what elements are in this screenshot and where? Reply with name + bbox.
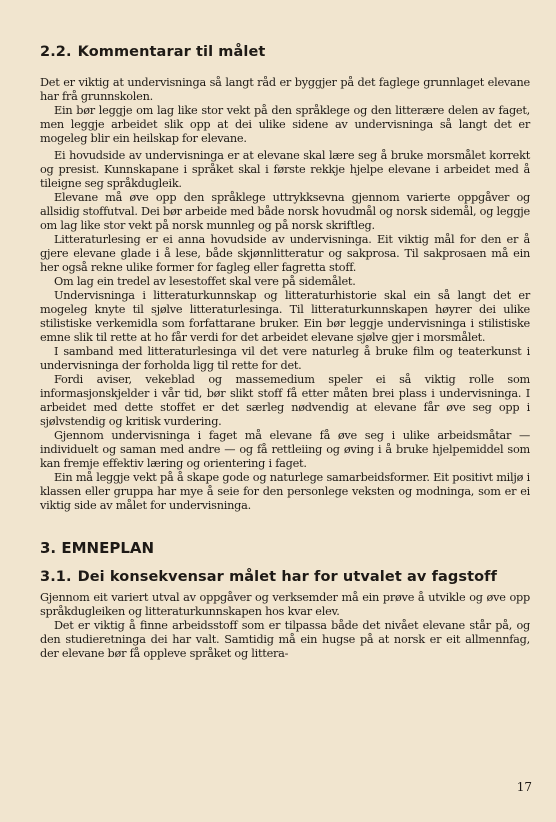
section-title: Dei konsekvensar målet har for utvalet av fagstoff [77,569,497,585]
paragraph: Ei hovudside av undervisninga er at elevane skal lære seg å bruke morsmålet korrekt og presist. Kunnskapane i språket skal i første rekkje hjelpe elevane i arbeidet med å tileigne seg språkdugleik. [40,149,530,190]
section-heading-3 [40,539,530,557]
page-number: 17 [516,780,532,794]
section-heading-3-1 [40,569,530,585]
section-title: EMNEPLAN [61,539,155,557]
paragraph: Det er viktig at undervisninga så langt råd er byggjer på det faglege grunnlaget elevane har frå grunnskolen. [40,76,530,103]
paragraph: Litteraturlesing er ei anna hovudside av undervisninga. Eit viktig mål for den er å gjere elevane glade i å lese, både skjønnlitteratur og sakprosa. Til sakprosaen må ein her også rekne ulike former for fagleg eller fagretta stoff. [40,233,530,274]
paragraph: Ein må leggje vekt på å skape gode og naturlege samarbeidsformer. Eit positivt miljø i klassen eller gruppa har mye å seie for den personlege veksten og modninga, som er ei viktig side av målet for undervisninga. [40,471,530,512]
paragraph: Elevane må øve opp den språklege uttrykksevna gjennom varierte oppgåver og allsidig stoffutval. Dei bør arbeide med både norsk hovudmål og norsk sidemål, og leggje om lag like stor vekt på norsk munnleg og på norsk skriftleg. [40,191,530,232]
paragraph: Undervisninga i litteraturkunnskap og litteraturhistorie skal ein så langt det er mogeleg knyte til sjølve litteraturlesinga. Til litteraturkunnskapen høyrer dei ulike stilistiske verkemidla som forfattarane bruker. Ein bør leggje undervisninga i stilistiske emne slik til rette at ho får verdi for det arbeidet elevane sjølve gjer i morsmålet. [40,289,530,344]
paragraph: Det er viktig å finne arbeidsstoff som er tilpassa både det nivået elevane står på, og den studieretninga dei har valt. Samtidig må ein hugse på at norsk er eit allmennfag, der elevane bør få oppleve språket og littera- [40,619,530,660]
section-title: Kommentarar til målet [77,44,266,60]
paragraph: Ein bør leggje om lag like stor vekt på den språklege og den litterære delen av faget, men leggje arbeidet slik opp at dei ulike sidene av undervisninga så langt det er mogeleg blir ein heilskap for elevane. [40,104,530,145]
paragraph: Gjennom eit variert utval av oppgåver og verksemder må ein prøve å utvikle og øve opp språkdugleiken og litteraturkunnskapen hos kvar elev. [40,591,530,618]
section-number: 3. [40,539,57,557]
paragraph: Fordi aviser, vekeblad og massemedium speler ei så viktig rolle som informasjonskjelder i vår tid, bør slikt stoff få etter måten brei plass i undervisninga. I arbeidet med dette stoffet er det særleg nødvendig at elevane får øve seg opp i sjølvstendig og kritisk vurdering. [40,373,530,428]
section-number: 2.2. [40,44,72,60]
section-heading-2-2 [40,44,530,60]
section-number: 3.1. [40,569,72,585]
page-content [40,44,530,661]
paragraph: Om lag ein tredel av lesestoffet skal vere på sidemålet. [54,275,356,288]
paragraph: I samband med litteraturlesinga vil det vere naturleg å bruke film og teaterkunst i undervisninga der forholda ligg til rette for det. [40,345,530,372]
paragraph: Gjennom undervisninga i faget må elevane få øve seg i ulike arbeidsmåtar — individuelt og saman med andre — og få rettleiing og øving i å bruke hjelpemiddel som kan fremje effektiv læring og orientering i faget. [40,429,530,470]
